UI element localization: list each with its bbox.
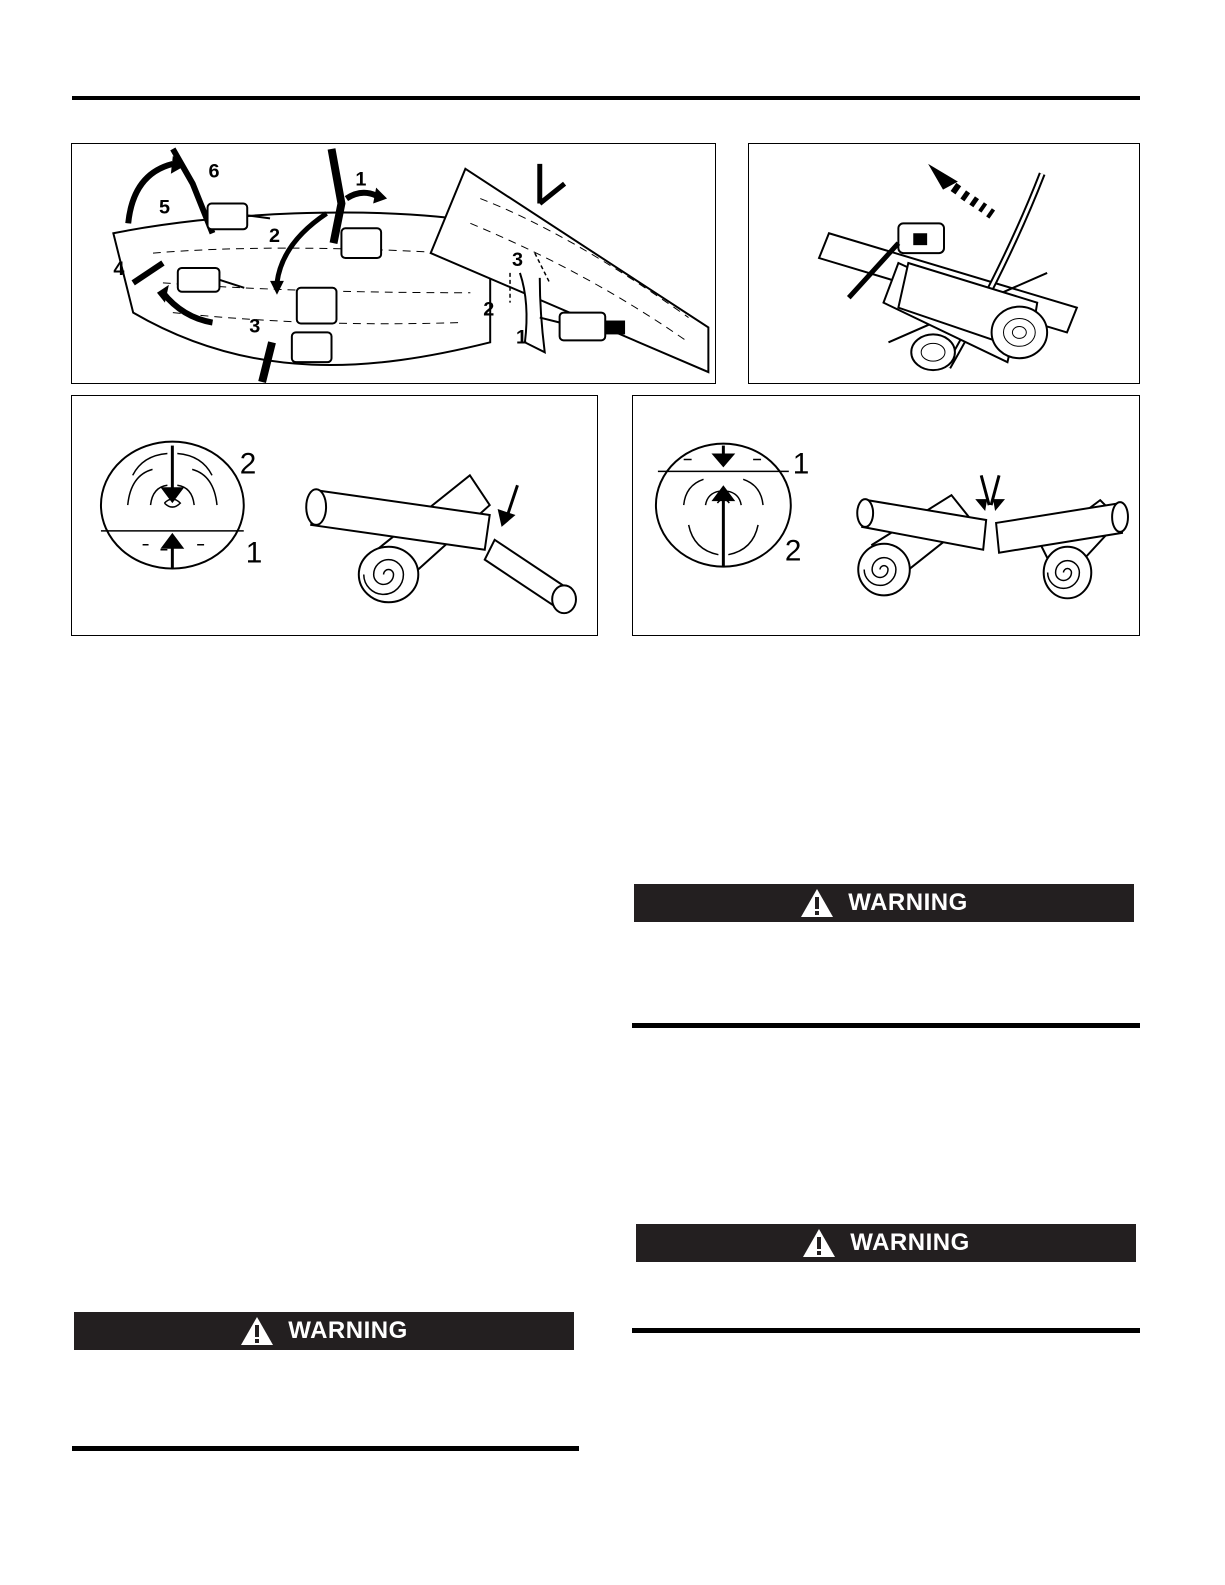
figure-bucking-ends xyxy=(632,395,1140,636)
warning-label: WARNING xyxy=(848,889,968,916)
warning-end-rule-2 xyxy=(632,1023,1140,1028)
warning-label: WARNING xyxy=(288,1317,408,1344)
warning-triangle-icon xyxy=(802,1228,836,1258)
warning-triangle-icon xyxy=(800,888,834,918)
limbing-label-4: 4 xyxy=(113,257,125,280)
figure-log-lift xyxy=(748,143,1140,384)
warning-triangle-icon xyxy=(240,1316,274,1346)
bucking-support-label-2: 2 xyxy=(239,447,257,481)
bucking-support-illustration xyxy=(72,396,597,635)
figure-bucking-support xyxy=(71,395,598,636)
limbing-detail-label-2: 2 xyxy=(483,298,495,321)
warning-banner-1 xyxy=(74,1312,574,1350)
limbing-label-3: 3 xyxy=(249,315,261,338)
bucking-ends-label-1: 1 xyxy=(792,447,810,481)
bucking-ends-illustration xyxy=(633,396,1139,635)
warning-end-rule-3 xyxy=(632,1328,1140,1333)
limbing-label-2: 2 xyxy=(269,225,281,248)
limbing-detail-label-3: 3 xyxy=(512,248,524,271)
limbing-label-1: 1 xyxy=(355,168,367,191)
log-lift-illustration xyxy=(749,144,1139,383)
limbing-illustration xyxy=(72,144,715,383)
header-rule xyxy=(72,96,1140,100)
limbing-detail-label-1: 1 xyxy=(515,326,528,349)
warning-end-rule-1 xyxy=(72,1446,579,1451)
warning-label: WARNING xyxy=(850,1229,970,1256)
bucking-ends-label-2: 2 xyxy=(784,534,802,568)
limbing-label-6: 6 xyxy=(208,160,220,183)
warning-banner-2 xyxy=(634,884,1134,922)
figure-limbing xyxy=(71,143,716,384)
warning-banner-3 xyxy=(636,1224,1136,1262)
limbing-label-5: 5 xyxy=(158,196,170,219)
bucking-support-label-1: 1 xyxy=(245,536,263,570)
